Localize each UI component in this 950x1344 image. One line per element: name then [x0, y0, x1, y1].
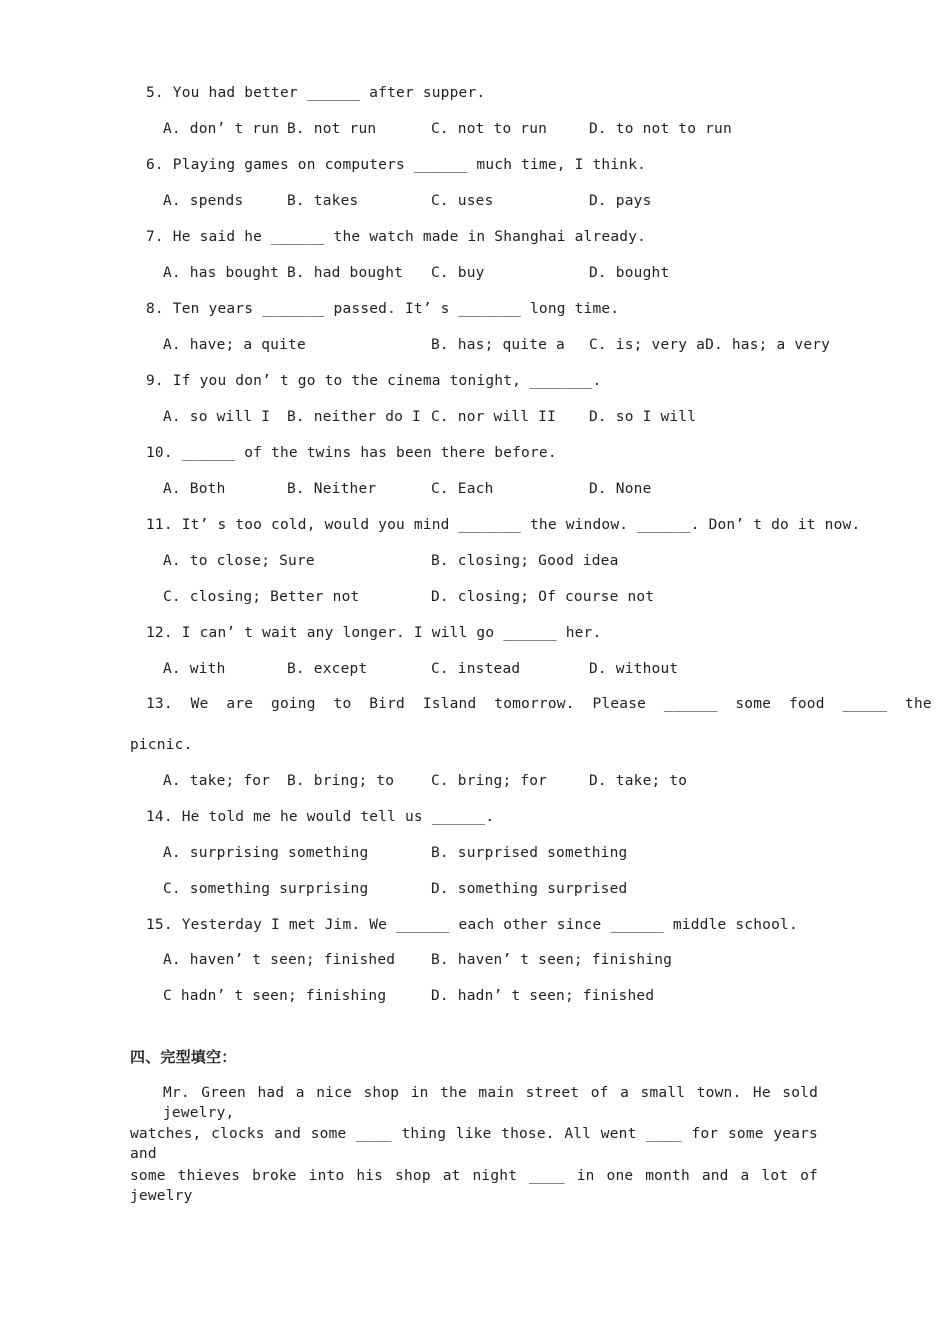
question-15-option-d: D. hadn’ t seen; finished	[431, 988, 655, 1004]
question-6-option-c: C. uses	[431, 193, 494, 209]
question-13-stem: 13. We are going to Bird Island tomorrow. Please ______ some food _____ the	[146, 696, 932, 712]
question-14-option-c: C. something surprising	[163, 881, 369, 897]
question-9-option-c: C. nor will II	[431, 409, 557, 425]
passage-line-3: some thieves broke into his shop at night ____ in one month and a lot of jewelry	[130, 1168, 818, 1204]
question-12-option-b: B. except	[287, 661, 368, 677]
question-9-option-d: D. so I will	[589, 409, 697, 425]
question-10-option-d: D. None	[589, 481, 652, 497]
question-5-option-b: B. not run	[287, 121, 377, 137]
passage-line-2: watches, clocks and some ____ thing like those. All went ____ for some years and	[130, 1126, 818, 1162]
question-7-stem: 7. He said he ______ the watch made in Shanghai already.	[146, 229, 647, 245]
question-15-stem: 15. Yesterday I met Jim. We ______ each other since ______ middle school.	[146, 917, 798, 933]
section-heading: 四、完型填空：	[130, 1048, 237, 1066]
question-14-option-a: A. surprising something	[163, 845, 369, 861]
question-13-stem-continued: picnic.	[130, 737, 193, 753]
question-9-option-b: B. neither do I	[287, 409, 421, 425]
question-15-option-b: B. haven’ t seen; finishing	[431, 952, 673, 968]
question-13-option-a: A. take; for	[163, 773, 271, 789]
question-14-option-b: B. surprised something	[431, 845, 628, 861]
passage-line-1: Mr. Green had a nice shop in the main street of a small town. He sold jewelry,	[163, 1085, 818, 1121]
question-5-option-c: C. not to run	[431, 121, 548, 137]
question-15-option-c: C hadn’ t seen; finishing	[163, 988, 387, 1004]
question-12-option-a: A. with	[163, 661, 226, 677]
question-6-stem: 6. Playing games on computers ______ much time, I think.	[146, 157, 647, 173]
question-5-stem: 5. You had better ______ after supper.	[146, 85, 486, 101]
question-11-stem: 11. It’ s too cold, would you mind _______ the window. ______. Don’ t do it now.	[146, 517, 861, 533]
question-13-option-c: C. bring; for	[431, 773, 548, 789]
question-13-option-d: D. take; to	[589, 773, 688, 789]
question-11-option-b: B. closing; Good idea	[431, 553, 619, 569]
question-8-option-cd: C. is; very aD. has; a very	[589, 337, 831, 353]
question-11-option-a: A. to close; Sure	[163, 553, 315, 569]
question-11-option-d: D. closing; Of course not	[431, 589, 655, 605]
question-15-option-a: A. haven’ t seen; finished	[163, 952, 396, 968]
question-6-option-b: B. takes	[287, 193, 359, 209]
question-8-option-a: A. have; a quite	[163, 337, 306, 353]
question-7-option-d: D. bought	[589, 265, 670, 281]
question-10-option-a: A. Both	[163, 481, 226, 497]
question-14-option-d: D. something surprised	[431, 881, 628, 897]
question-7-option-a: A. has bought	[163, 265, 280, 281]
question-7-option-c: C. buy	[431, 265, 485, 281]
question-8-option-b: B. has; quite a	[431, 337, 565, 353]
question-10-stem: 10. ______ of the twins has been there before.	[146, 445, 557, 461]
question-9-option-a: A. so will I	[163, 409, 271, 425]
question-12-option-c: C. instead	[431, 661, 521, 677]
question-5-option-d: D. to not to run	[589, 121, 732, 137]
question-12-stem: 12. I can’ t wait any longer. I will go ______ her.	[146, 625, 602, 641]
question-10-option-c: C. Each	[431, 481, 494, 497]
question-6-option-a: A. spends	[163, 193, 244, 209]
question-12-option-d: D. without	[589, 661, 679, 677]
question-13-option-b: B. bring; to	[287, 773, 395, 789]
question-10-option-b: B. Neither	[287, 481, 377, 497]
question-11-option-c: C. closing; Better not	[163, 589, 360, 605]
question-9-stem: 9. If you don’ t go to the cinema tonight, _______.	[146, 373, 602, 389]
question-8-stem: 8. Ten years _______ passed. It’ s _______ long time.	[146, 301, 620, 317]
question-7-option-b: B. had bought	[287, 265, 404, 281]
question-5-option-a: A. don’ t run	[163, 121, 280, 137]
question-6-option-d: D. pays	[589, 193, 652, 209]
question-14-stem: 14. He told me he would tell us ______.	[146, 809, 495, 825]
